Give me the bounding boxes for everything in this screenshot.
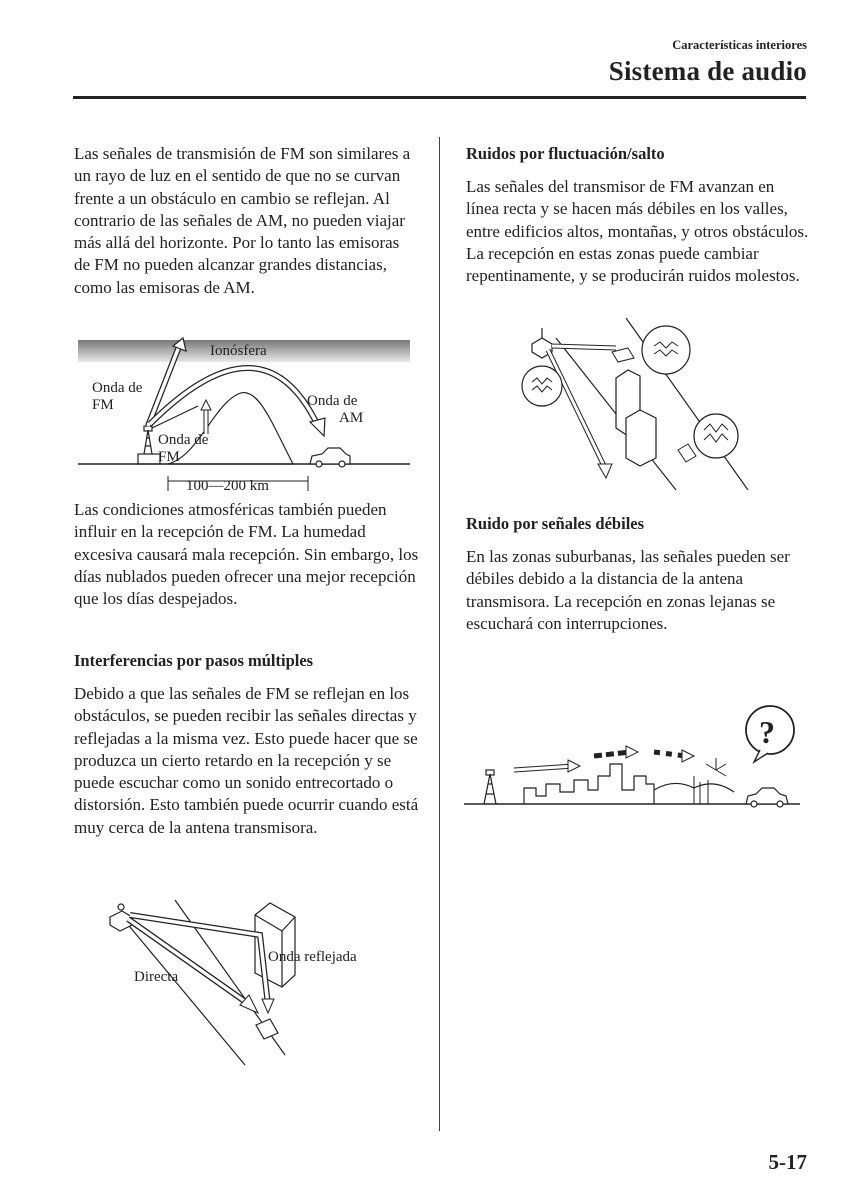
car-icon — [310, 448, 350, 467]
paragraph-fm-light: Las señales de transmisión de FM son similares a un rayo de luz en el sentido de que no se curvan frente a un obstáculo en cambio se reflejan. Al contrario de las señales de AM, no pueden viajar más allá del horizonte. Por lo tanto las emisoras de FM no pueden alcanzar grandes distancias, como las emisoras de AM. — [74, 144, 411, 297]
static-burst-icon — [706, 758, 726, 776]
paragraph-flutter: Las señales del transmisor de FM avanzan en línea recta y se hacen más débiles en los valles, entre edificios altos, montañas, y otros obstáculos. La recepción en estas zonas puede cambiar repentinamente, y se producirán ruidos molestos. — [466, 177, 809, 286]
heading-multipath: Interferencias por pasos múltiples — [74, 651, 314, 670]
building-icon — [616, 370, 656, 466]
transmitter-tower-icon — [484, 770, 496, 804]
noise-bubble — [694, 414, 738, 458]
distance-label: 100—200 km — [186, 478, 269, 494]
noise-bubble — [522, 366, 562, 406]
column-divider — [439, 137, 440, 1131]
am-wave-label: Onda de — [307, 393, 358, 409]
car-icon — [678, 444, 696, 462]
heading-weak-signal: Ruido por señales débiles — [466, 514, 645, 533]
paragraph-atmosphere: Las condiciones atmosféricas también pueden influir en la recepción de FM. La humedad excesiva causará mala recepción. Sin embargo, los días nublados pueden ofrecer una mejor recepción que los días despejados. — [74, 500, 419, 609]
fm-wave-label-b: FM — [92, 397, 114, 413]
transmitter-tower-icon — [138, 426, 160, 464]
page-title: Sistema de audio — [608, 56, 807, 86]
fm-am-propagation-diagram — [78, 336, 413, 496]
direct-label: Directa — [134, 969, 179, 985]
ionosphere-label: Ionósfera — [210, 343, 267, 359]
weak-signal-diagram — [464, 700, 804, 810]
fm-wave-label: Onda de — [92, 380, 143, 396]
mountain-shape — [168, 393, 293, 464]
am-wave-label-b: AM — [339, 410, 364, 426]
header-rule — [73, 96, 806, 99]
multipath-diagram — [100, 895, 390, 1075]
car-icon — [256, 1019, 278, 1039]
page-number: 5-17 — [768, 1150, 807, 1174]
noise-bubble — [642, 326, 690, 374]
paragraph-weak-signal: En las zonas suburbanas, las señales pueden ser débiles debido a la distancia de la antena transmisora. La recepción en zonas lejanas se escuchará con interrupciones. — [466, 547, 790, 633]
heading-flutter: Ruidos por fluctuación/salto — [466, 144, 665, 163]
fm-wave-label-2: Onda de — [158, 432, 209, 448]
paragraph-multipath: Debido a que las señales de FM se reflejan en los obstáculos, se pueden recibir las señales directas y reflejadas a la misma vez. Esto puede hacer que se produzca un cierto retardo en la recepción y se puede escuchar como un sonido entrecortado o distorsión. Esto también puede ocurrir cuando está muy cerca de la antena transmisora. — [74, 684, 419, 837]
question-mark: ? — [759, 714, 775, 750]
fm-wave-label-2b: FM — [158, 449, 180, 465]
transmitter-icon — [110, 904, 132, 931]
flutter-noise-diagram — [516, 318, 756, 490]
reflected-label: Onda reflejada — [268, 949, 357, 965]
section-label: Características interiores — [672, 38, 807, 52]
car-icon — [746, 788, 788, 807]
